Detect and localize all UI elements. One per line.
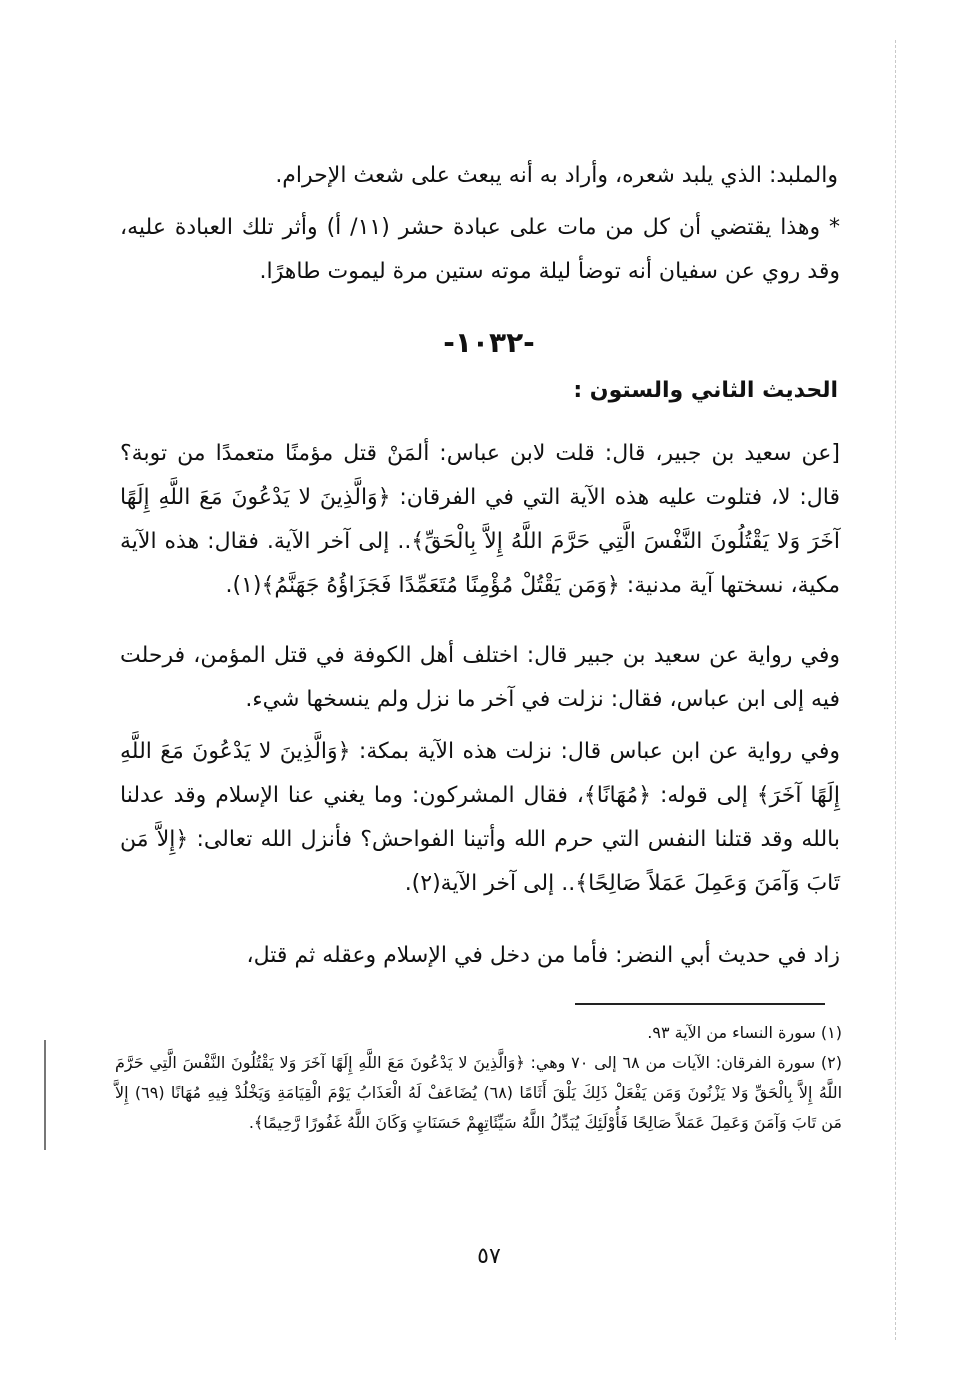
scan-artifact-mark — [44, 1040, 46, 1150]
footnote-1: (١) سورة النساء من الآية ٩٣. — [647, 1023, 842, 1042]
paragraph-note: * وهذا يقتضي أن كل من مات على عبادة حشر (١١/ أ) وأثر تلك العبادة عليه، وقد روي عن سفيان أنه توضأ ليلة موته ستين مرة ليموت طاهرًا. — [120, 215, 840, 284]
footnotes — [115, 1018, 842, 1138]
section-heading: الحديث الثاني والستون : — [573, 378, 838, 403]
scan-artifact-line — [895, 40, 896, 1340]
paragraph-mulabbad: والملبد: الذي يلبد شعره، وأراد به أنه يبعث على شعث الإحرام. — [275, 163, 838, 188]
footnote-divider — [575, 1003, 825, 1005]
hadith-number: -١٠٣٢- — [443, 326, 535, 359]
paragraph-riwaya-1: وفي رواية عن سعيد بن جبير قال: اختلف أهل الكوفة في قتل المؤمن، فرحلت فيه إلى ابن عباس، فقال: نزلت في آخر ما نزل ولم ينسخها شيء. — [120, 643, 840, 712]
page-number: ٥٧ — [477, 1244, 501, 1269]
footnote-2: (٢) سورة الفرقان: الآيات من ٦٨ إلى ٧٠ وهي: ﴿وَالَّذِينَ لا يَدْعُونَ مَعَ اللَّهِ إِلَهًا آخَرَ وَلا يَقْتُلُونَ النَّفْسَ الَّتِي حَرَّمَ اللَّهُ إِلاَّ بِالْحَقِّ وَلا يَزْنُونَ وَمَن يَفْعَلْ ذَلِكَ يَلْقَ أَثَامًا (٦٨) يُضَاعَفْ لَهُ الْعَذَابُ يَوْمَ الْقِيَامَةِ وَيَخْلُدْ فِيهِ مُهَانًا (٦٩) إِلاَّ مَن تَابَ وَآمَنَ وَعَمِلَ عَمَلاً صَالِحًا فَأُوْلَئِكَ يُبَدِّلُ اللَّهُ سَيِّئَاتِهِمْ حَسَنَاتٍ وَكَانَ اللَّهُ غَفُورًا رَّحِيمًا﴾. — [115, 1053, 843, 1132]
paragraph-hadith: [عن سعيد بن جبير، قال: قلت لابن عباس: ألمَنْ قتل مؤمنًا متعمدًا من توبة؟ قال: لا، فتلوت عليه هذه الآية التي في الفرقان: ﴿وَالَّذِينَ لا يَدْعُونَ مَعَ اللَّهِ إِلَهًا آخَرَ وَلا يَقْتُلُونَ النَّفْسَ الَّتِي حَرَّمَ اللَّهُ إِلاَّ بِالْحَقِّ﴾.. إلى آخر الآية. فقال: هذه الآية مكية، نسختها آية مدنية: ﴿وَمَن يَقْتُلْ مُؤْمِنًا مُتَعَمِّدًا فَجَزَاؤُهُ جَهَنَّمُ﴾(١). — [120, 441, 840, 598]
paragraph-ziyada: زاد في حديث أبي النضر: فأما من دخل في الإسلام وعقله ثم قتل، — [246, 943, 840, 968]
paragraph-riwaya-2: وفي رواية عن ابن عباس قال: نزلت هذه الآية بمكة: ﴿وَالَّذِينَ لا يَدْعُونَ مَعَ اللَّهِ إِلَهًا آخَرَ﴾ إلى قوله: ﴿مُهَانًا﴾، فقال المشركون: وما يغني عنا الإسلام وقد عدلنا بالله وقد قتلنا النفس التي حرم الله وأتينا الفواحش؟ فأنزل الله تعالى: ﴿إِلاَّ مَن تَابَ وَآمَنَ وَعَمِلَ عَمَلاً صَالِحًا﴾.. إلى آخر الآية(٢). — [120, 739, 840, 896]
